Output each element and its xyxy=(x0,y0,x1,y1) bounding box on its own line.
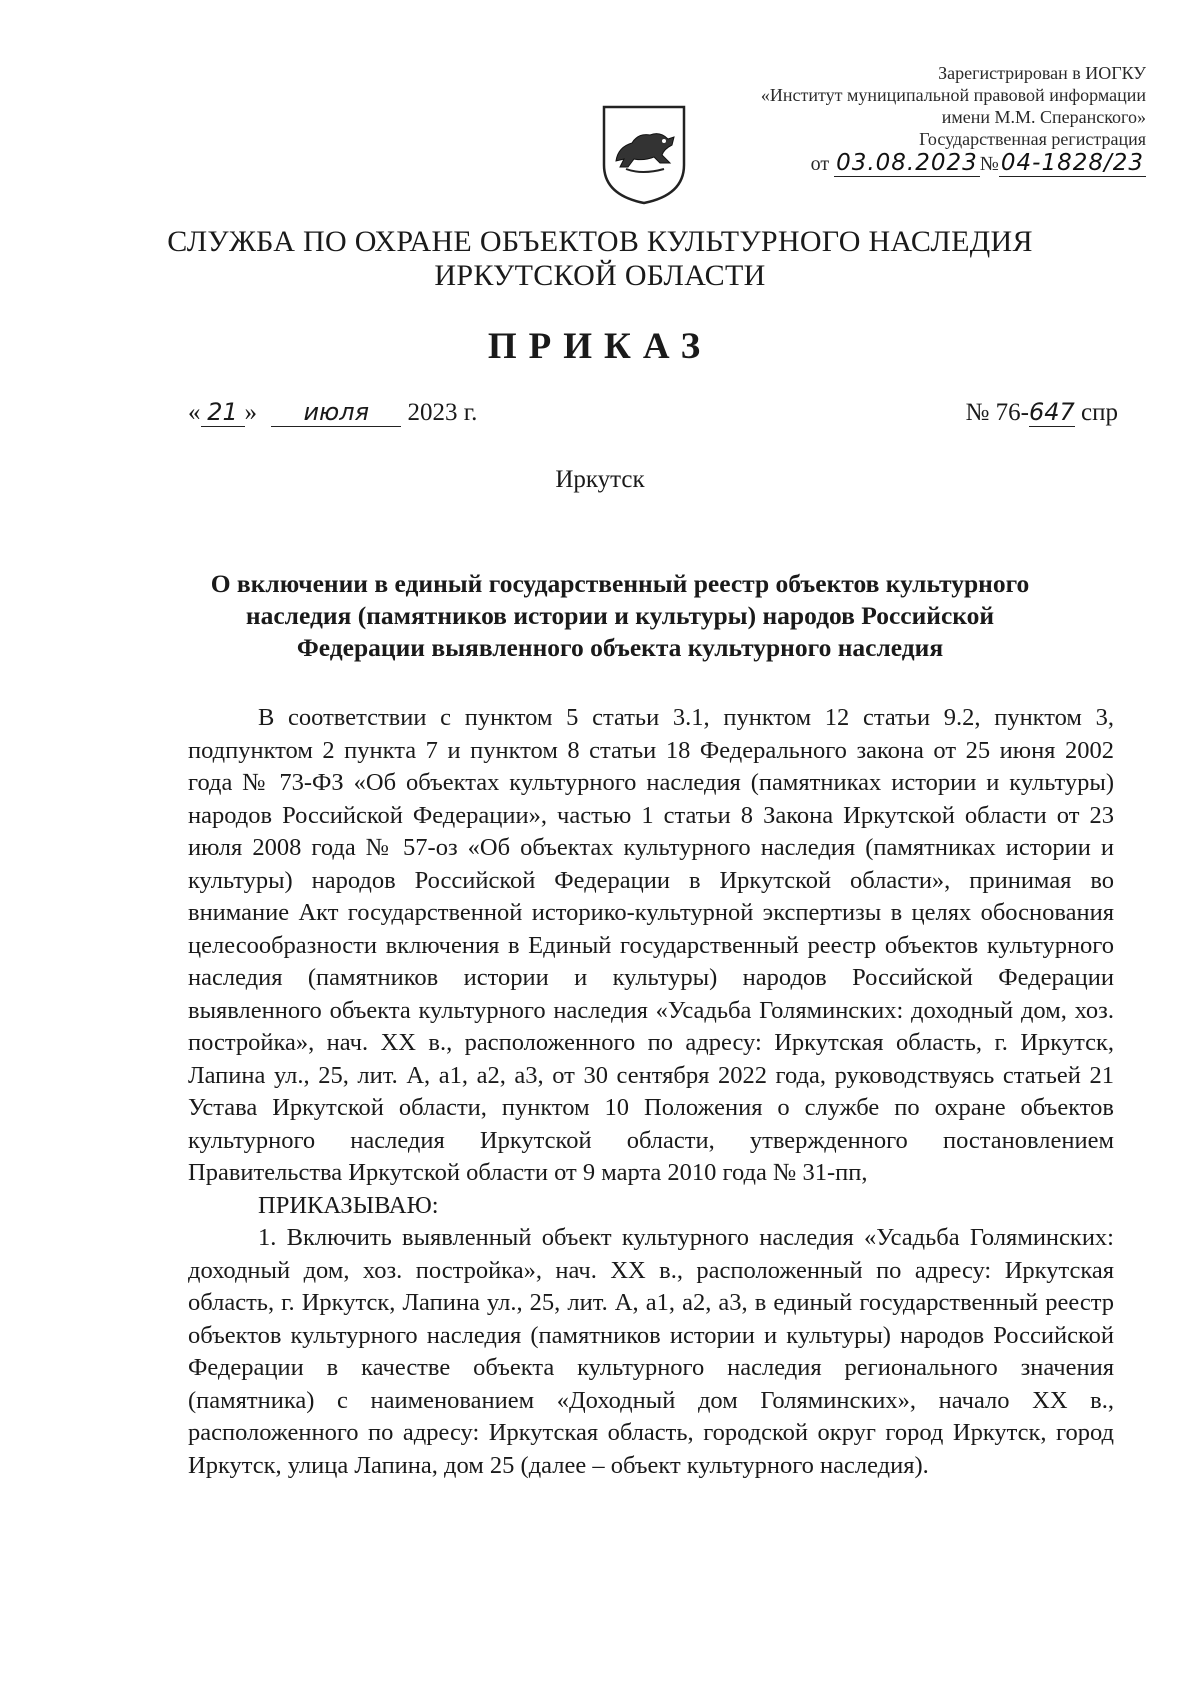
preamble-paragraph: В соответствии с пунктом 5 статьи 3.1, пунктом 12 статьи 9.2, пунктом 3, подпунктом 2 пункта 7 и пунктом 8 статьи 18 Федерального закона от 25 июня 2002 года № 73-ФЗ «Об объектах культурного наследия (памятниках истории и культуры) народов Российской Федерации», частью 1 статьи 8 Закона Иркутской области от 23 июля 2008 года № 57-оз «Об объектах культурного наследия (памятниках истории и культуры) народов Российской Федерации в Иркутской области», принимая во внимание Акт государственной историко-культурной экспертизы в целях обоснования целесообразности включения в Единый государственный реестр объектов культурного наследия (памятников истории и культуры) народов Российской Федерации выявленного объекта культурного наследия «Усадьба Голяминских: доходный дом, хоз. постройка», нач. XX в., расположенного по адресу: Иркутская область, г. Иркутск, Лапина ул., 25, лит. А, а1, а2, а3, от 30 сентября 2022 года, руководствуясь статьей 21 Устава Иркутской области, пунктом 10 Положения о службе по охране объектов культурного наследия Иркутской области, утвержденного постановлением Правительства Иркутской области от 9 марта 2010 года № 31-пп, xyxy=(188,704,1114,1186)
date-year: 2023 г. xyxy=(407,399,478,426)
registration-stamp xyxy=(626,62,1146,175)
date-day-handwritten: 21 xyxy=(201,398,245,427)
order-number xyxy=(966,398,1118,427)
agency-heading xyxy=(0,225,1200,293)
document-body xyxy=(188,702,1114,1482)
order-word: ПРИКАЗЫВАЮ: xyxy=(258,1191,439,1219)
document-title: О включении в единый государственный реестр объектов культурного наследия (памятников истории и культуры) народов Российской Федерации выявленного объекта культурного наследия xyxy=(210,569,1030,662)
order-item-1: 1. Включить выявленный объект культурного наследия «Усадьба Голяминских: доходный дом, хоз. постройка», нач. XX в., расположенный по адресу: Иркутская область, г. Иркутск, Лапина ул., 25, лит. А, а1, а2, а3, в единый государственный реестр объектов культурного наследия (памятников истории и культуры) народов Российской Федерации в качестве объекта культурного наследия регионального значения (памятника) с наименованием «Доходный дом Голяминских», начало XX в., расположенного по адресу: Иркутская область, городской округ город Иркутск, город Иркутск, улица Лапина, дом 25 (далее – объект культурного наследия). xyxy=(188,1224,1114,1479)
registration-from-label: от xyxy=(810,153,830,175)
registration-line-4: Государственная регистрация xyxy=(919,129,1146,149)
order-date xyxy=(188,398,477,427)
registration-line-3: имени М.М. Сперанского» xyxy=(941,107,1146,127)
registration-line-1: Зарегистрирован в ИОГКУ xyxy=(938,63,1146,83)
irkutsk-coat-of-arms-icon xyxy=(598,103,690,205)
registration-no-label: № xyxy=(979,153,999,175)
order-number-prefix: № 76- xyxy=(965,399,1029,426)
registration-number-line xyxy=(626,152,1146,175)
registration-number-handwritten: 04-1828/23 xyxy=(1000,150,1144,176)
registration-line-2: «Институт муниципальной правовой информации xyxy=(760,85,1146,105)
registration-date-handwritten: 03.08.2023 xyxy=(836,150,978,176)
date-open-quote: « xyxy=(188,399,201,426)
order-number-handwritten: 647 xyxy=(1028,398,1075,426)
document-type-heading: ПРИКАЗ xyxy=(487,326,713,367)
city-name: Иркутск xyxy=(555,466,645,493)
agency-line-1: СЛУЖБА ПО ОХРАНЕ ОБЪЕКТОВ КУЛЬТУРНОГО НАСЛЕДИЯ xyxy=(167,225,1033,258)
agency-line-2: ИРКУТСКОЙ ОБЛАСТИ xyxy=(434,259,766,292)
date-month-handwritten: июля xyxy=(271,398,401,427)
date-close-quote: » xyxy=(244,399,257,426)
order-number-suffix: спр xyxy=(1074,399,1118,426)
